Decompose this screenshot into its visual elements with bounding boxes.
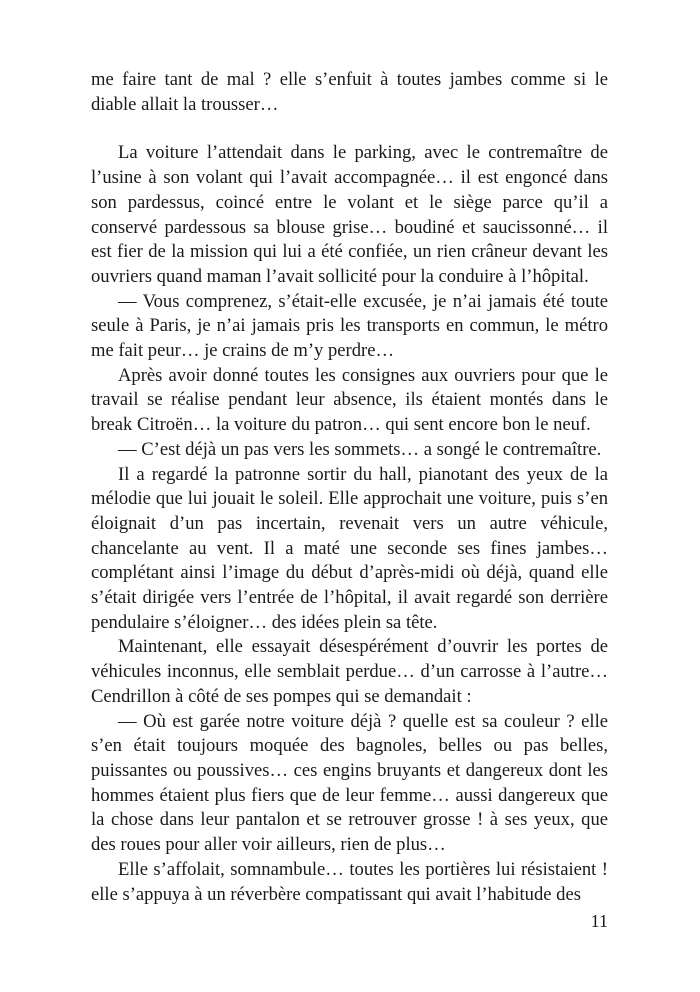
page-number: 11: [590, 911, 608, 931]
paragraph-continuation: me faire tant de mal ? elle s’enfuit à toutes jambes comme si le diable allait la trousser…: [91, 69, 608, 115]
paragraph-dialogue: — C’est déjà un pas vers les sommets… a songé le contremaître.: [118, 438, 602, 460]
paragraph-dialogue: — Où est garée notre voiture déjà ? quelle est sa couleur ? elle s’en était toujours moquée des bagnoles, belles ou pas belles, puissantes ou poussives… ces engins bruyants et dangereux dont les hommes étaient plus fiers que de leur femme… aussi dangereux que la chose dans leur pantalon et se retrouver grosse ! à ses yeux, que des roues pour aller voir ailleurs, rien de plus…: [91, 710, 608, 856]
paragraph: La voiture l’attendait dans le parking, avec le contremaître de l’usine à son volant qui l’avait accompagnée… il est engoncé dans son pardessus, coincé entre le volant et le siège parce qu’il a conservé pardessous sa blouse grise… boudiné et saucissonné… il est fier de la mission qui lui a été confiée, un rien crâneur devant les ouvriers quand maman l’avait sollicité pour la conduire à l’hôpital.: [91, 142, 608, 287]
paragraph: Elle s’affolait, somnambule… toutes les portières lui résistaient ! elle s’appuya à un réverbère compatissant qui avait l’habitude des: [91, 858, 608, 905]
paragraph: Maintenant, elle essayait désespérément d’ouvrir les portes de véhicules inconnus, elle semblait perdue… d’un carrosse à l’autre… Cendrillon à côté de ses pompes qui se demandait :: [91, 636, 608, 707]
body-text: [91, 68, 608, 907]
paragraph: Après avoir donné toutes les consignes aux ouvriers pour que le travail se réalise pendant leur absence, ils étaient montés dans le break Citroën… la voiture du patron… qui sent encore bon le neuf.: [91, 364, 608, 436]
paragraph-dialogue: — Vous comprenez, s’était-elle excusée, je n’ai jamais été toute seule à Paris, je n’ai jamais pris les transports en commun, le métro me fait peur… je crains de m’y perdre…: [91, 290, 608, 362]
paragraph: Il a regardé la patronne sortir du hall, pianotant des yeux de la mélodie que lui jouait le soleil. Elle approchait une voiture, puis s’en éloignait d’un pas incertain, revenait vers un autre véhicule, chancelante au vent. Il a maté une seconde ses fines jambes… complétant ainsi l’image du début d’après-midi où déjà, quand elle s’était dirigée vers l’entrée de l’hôpital, il avait regardé son derrière pendulaire s’éloigner… des idées plein sa tête.: [91, 463, 608, 633]
